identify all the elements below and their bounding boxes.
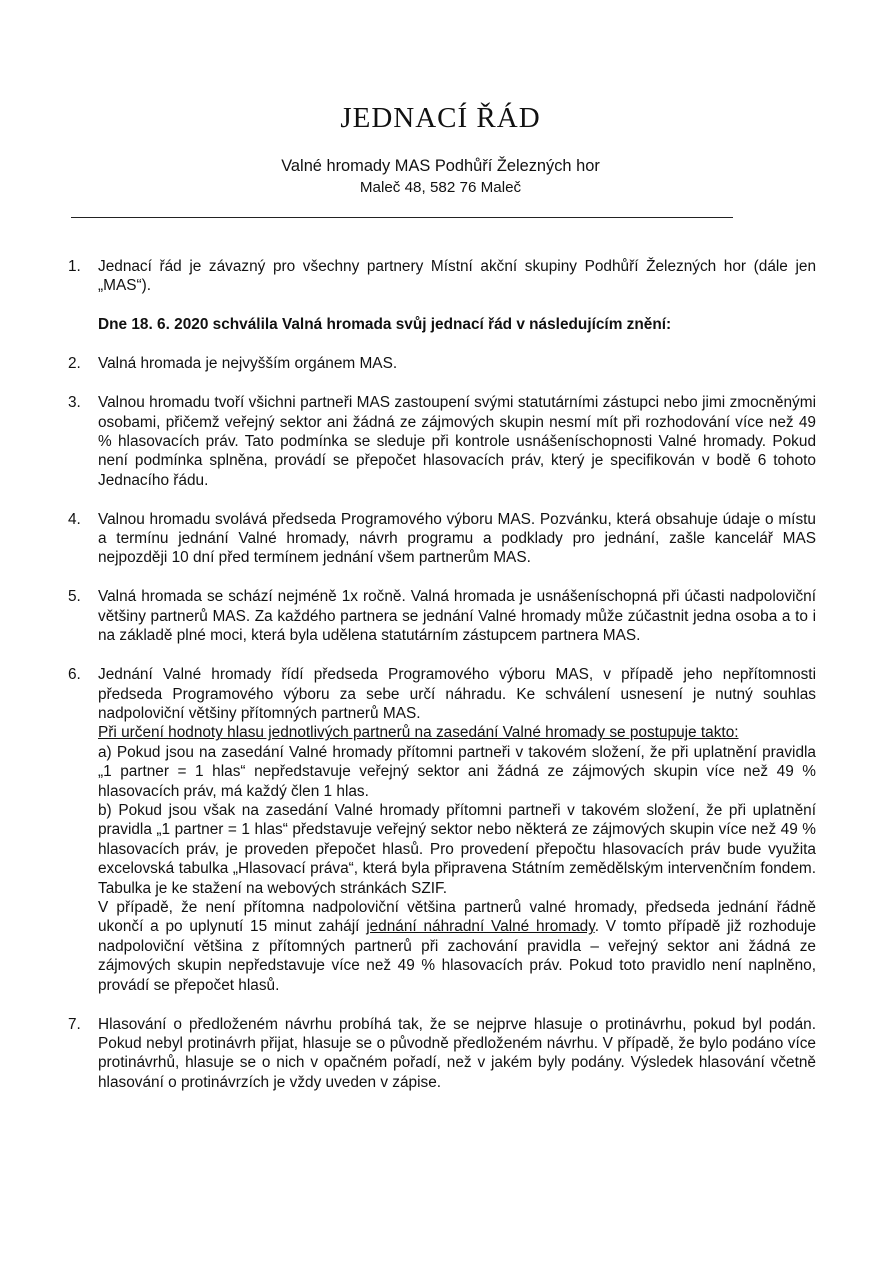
document-body [68,257,816,1112]
article-text: Jednací řád je závazný pro všechny partnery Místní akční skupiny Podhůří Železných hor (dále jen „MAS“). [98,258,816,295]
article-7 [68,1015,816,1093]
article-text [98,665,816,995]
article-number: 5. [68,588,81,606]
article-number: 6. [68,666,81,684]
approval-statement: Dne 18. 6. 2020 schválila Valná hromada svůj jednací řád v následujícím znění: [98,316,672,334]
article-text: Valnou hromadu svolává předseda Programového výboru MAS. Pozvánku, která obsahuje údaje o místu a termínu jednání Valné hromady, návrh programu a podklady pro jednání, zašle kancelář MAS nejpozději 10 dní před termínem jednání všem partnerům MAS. [98,510,816,567]
article-6-paragraph-chair: Jednání Valné hromady řídí předseda Programového výboru MAS, v případě jeho nepřítomnosti předseda Programového výboru za sebe určí náhradu. Ke schválení usnesení je nutný souhlas nadpoloviční většiny přítomných partnerů MAS. [98,666,816,722]
document-subtitle: Valné hromady MAS Podhůří Železných hor [281,157,600,175]
substitute-meeting-term: jednání náhradní Valné hromady [366,918,595,936]
article-text: Hlasování o předloženém návrhu probíhá tak, že se nejprve hlasuje o protinávrhu, pokud byl podán. Pokud nebyl protinávrh přijat, hlasuje se o původně předloženém návrhu. V případě, že bylo podáno více protinávrhů, hlasuje se o nich v opačném pořadí, než v jakém byly podány. Výsledek hlasování včetně hlasování o protinávrzích je vždy uveden v zápise. [98,1015,816,1091]
article-5 [68,587,816,645]
substitute-text-start: V případě, že není přítomna nadpoloviční většina partnerů valné hromady, předseda jednání řádně ukončí a po uplynutí 15 minut zahájí [98,898,816,936]
article-6-rule-b: b) Pokud jsou však na zasedání Valné hromady přítomni partneři v takovém složení, že při uplatnění pravidla „1 partner = 1 hlas“ představuje veřejný sektor nebo některá ze zájmových skupin více než 49 % hlasovacích práv, je proveden přepočet hlasů. Pro provedení přepočtu hlasovacích práv bude využita excelovská tabulka „Hlasovací práva“, která byla připravena Státním zemědělským intervenčním fondem. Tabulka je ke stažení na webových stránkách SZIF. [98,801,816,897]
article-6 [68,665,816,995]
article-number: 4. [68,510,81,528]
article-4 [68,510,816,568]
document-title: JEDNACÍ ŘÁD [340,102,541,134]
article-6-rule-a: a) Pokud jsou na zasedání Valné hromady přítomni partneři v takovém složení, že při uplatnění pravidla „1 partner = 1 hlas“ nepředstavuje veřejný sektor ani žádná ze zájmových skupin více než 49 % hlasovacích práv, má každý člen 1 hlas. [98,743,816,800]
article-6-voting-heading: Při určení hodnoty hlasu jednotlivých partnerů na zasedání Valné hromady se postupuje takto: [98,724,739,742]
article-6-paragraph-substitute [98,898,816,995]
substitute-text-end: . V tomto případě již rozhoduje nadpoloviční většina z přítomných partnerů při zachování pravidla – veřejný sektor ani žádná ze zájmových skupin nepředstavuje více než 49 % hlasovacích práv. Pokud toto pravidlo není naplněno, provádí se přepočet hlasů. [98,918,816,994]
article-number: 7. [68,1015,81,1033]
article-number: 2. [68,355,81,373]
article-2 [68,354,816,373]
article-text: Valná hromada se schází nejméně 1x ročně. Valná hromada je usnášeníschopná při účasti nadpoloviční většiny partnerů MAS. Za každého partnera se jednání Valné hromady může zúčastnit jedna osoba a to i na základě plné moci, která byla udělena statutárním zástupcem partnera MAS. [98,588,816,645]
article-number: 3. [68,394,81,412]
address: Maleč 48, 582 76 Maleč [359,179,522,196]
article-text: Valnou hromadu tvoří všichni partneři MAS zastoupení svými statutárními zástupci nebo jimi zmocněnými osobami, přičemž veřejný sektor ani žádná ze zájmových skupin nesmí mít při rozhodování více než 49 % hlasovacích práv. Tato podmínka se sleduje při kontrole usnášeníschopnosti Valné hromady. Pokud není podmínka splněna, provádí se přepočet hlasovacích práv, který je specifikován v bodě 6 tohoto Jednacího řádu. [98,394,816,489]
article-text: Valná hromada je nejvyšším orgánem MAS. [98,355,398,373]
article-1 [68,257,816,296]
article-3 [68,393,816,490]
header-divider [71,217,733,218]
article-number: 1. [68,258,81,275]
